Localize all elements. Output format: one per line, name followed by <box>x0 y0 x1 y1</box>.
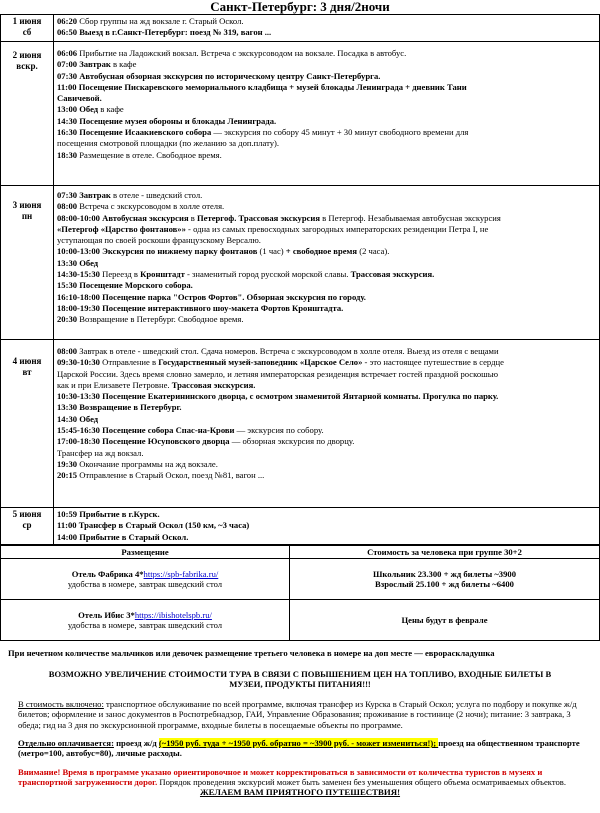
footer-wish: ЖЕЛАЕМ ВАМ ПРИЯТНОГО ПУТЕШЕСТВИЯ! <box>199 787 401 797</box>
event-text: 14:30 Посещение музея обороны и блокады Ленинграда. <box>57 115 277 126</box>
event-text: 09:30-10:30 <box>57 357 100 368</box>
event-text: 08:00 <box>57 346 78 356</box>
day-date: 4 июня <box>12 356 42 366</box>
event-text: 17:00-18:30 Посещение Юсуповского дворца <box>57 436 230 447</box>
event-text: 16:10-18:00 Посещение парка "Остров Фортов". Обзорная экскурсия по городу. <box>57 291 366 302</box>
accommodation-table <box>0 545 600 641</box>
event-text: 11:00 Посещение Пискаревского мемориального кладбища + музей блокады Ленинграда + дневник Тани <box>57 81 467 92</box>
note-odd-count: При нечетном количестве мальчиков или девочек размещение третьего человека в номере на доп месте — еврораскладушка <box>8 648 495 659</box>
included-text: транспортное обслуживание по всей программе, включая трансфер из Курска в Старый Оскол; услуга по подбору и покупке ж/д билетов; оформление и занос документов в Роспотребнадзор, ГАИ, Управление Образования; проживание в гостинице (2 ночи); питание: 3 завтрака, 3 обеда; гид на 3 дня по экскурсионной программе, входные билеты в посещаемые объекты по программе. <box>18 699 577 730</box>
event-text: 07:30 Автобусная обзорная экскурсия по историческому центру Санкт-Петербурга. <box>57 70 381 81</box>
event-text: в кафе <box>98 104 124 115</box>
event-text: 14:30-15:30 <box>57 269 100 280</box>
event-line <box>57 71 596 82</box>
day-row <box>1 186 600 340</box>
day-events <box>54 186 600 340</box>
day-weekday: вт <box>22 367 32 377</box>
day-date: 3 июня <box>12 200 42 210</box>
event-line <box>57 27 596 38</box>
event-text: - это настоящее путешествие в сердце <box>362 357 504 368</box>
price-ibis: Цены будут в феврале <box>290 600 600 641</box>
event-line <box>57 138 596 149</box>
event-text: — экскурсия по собору. <box>234 425 324 436</box>
extra-part1: проезд ж/д <box>113 738 159 749</box>
day-cell <box>1 15 54 42</box>
day-cell <box>1 340 54 508</box>
hotel-name: Отель Фабрика 4* <box>71 568 144 579</box>
event-text: - одна из самых превосходных загородных императорских резиденции Петра I, не <box>185 223 489 234</box>
event-text: + свободное время <box>285 246 358 257</box>
event-text: 18:00-19:30 Посещение интерактивного шоу-макета Фортов Кронштадта. <box>57 302 344 313</box>
event-line <box>57 532 596 543</box>
event-text: 13:00 Обед <box>57 104 99 115</box>
hotel-name: Отель Ибис 3* <box>78 609 135 620</box>
event-line <box>57 190 596 201</box>
event-text: уступающая по своей роскоши французскому Версалю. <box>57 235 261 246</box>
event-text: Размещение в отеле. Свободное время. <box>77 149 222 160</box>
event-text: «Петергоф «Царство фонтанов»» <box>57 223 186 234</box>
event-text: Савичевой. <box>57 93 102 104</box>
event-line <box>57 269 596 280</box>
day-date: 1 июня <box>12 16 42 26</box>
event-text: - знаменитый город русской морской славы. <box>184 269 351 280</box>
event-text: 06:06 <box>57 48 78 58</box>
hotel-description: удобства в номере, завтрак шведский стол <box>67 579 223 590</box>
event-text: 14:30 Обед <box>57 413 99 424</box>
note-price-increase: ВОЗМОЖНО УВЕЛИЧЕНИЕ СТОИМОСТИ ТУРА В СВЯЗИ С ПОВЫШЕНИЕМ ЦЕН НА ТОПЛИВО, ВХОДНЫЕ БИЛЕТЫ В МУЗЕИ, ПРОДУКТЫ ПИТАНИЯ!!! <box>48 668 552 689</box>
event-line <box>57 520 596 531</box>
event-text: Отправление в <box>99 357 159 368</box>
event-line <box>57 380 596 391</box>
event-line <box>57 235 596 246</box>
event-text: Сбор группы на жд вокзале г. Старый Оскол. <box>77 16 244 26</box>
day-cell <box>1 186 54 340</box>
extra-highlight: (~1950 руб. туда + ~1950 руб. обратно = ~3900 руб. - может измениться!); <box>158 738 439 749</box>
event-text: Царской России. Здесь время словно замерло, и летняя императорская резиденция встречает гостей праздной роскошью <box>57 368 499 379</box>
event-line <box>57 509 596 520</box>
day-date: 2 июня <box>12 50 42 60</box>
event-line <box>57 470 596 481</box>
event-line <box>57 391 596 402</box>
event-line <box>57 258 596 269</box>
day-weekday: сб <box>22 27 32 37</box>
day-cell <box>1 508 54 545</box>
event-line <box>57 448 596 459</box>
warning-paragraph <box>0 767 600 788</box>
event-text: Отправление в Старый Оскол, поезд №81, вагон ... <box>77 470 265 481</box>
event-text: 07:00 Завтрак <box>57 59 111 70</box>
event-line <box>57 82 596 93</box>
event-text: в Петергоф. Незабываемая автобусная экскурсия <box>320 212 501 223</box>
schedule-table <box>0 14 600 545</box>
event-text: 18:30 <box>57 149 78 160</box>
event-line <box>57 116 596 127</box>
hotel-link[interactable]: https://ibishotelspb.ru/ <box>134 609 212 620</box>
event-text: 10:59 Прибытие в г.Курск. <box>57 509 160 519</box>
event-text: 13:30 Возвращение в Петербург. <box>57 402 182 413</box>
warning-text: Порядок проведения экскурсий может быть заменен без уменьшения общего объема осматриваемых объектов. <box>157 777 566 788</box>
event-line <box>57 280 596 291</box>
day-events <box>54 15 600 42</box>
event-text: 10:30-13:30 Посещение Екатерининского дворца, с осмотром знаменитой Янтарной комнаты. Прогулка по парку. <box>57 391 499 402</box>
event-text: 06:20 <box>57 16 78 26</box>
event-line <box>57 104 596 115</box>
hotel-link[interactable]: https://spb-fabrika.ru/ <box>143 568 219 579</box>
day-weekday: пн <box>21 211 33 221</box>
event-line <box>57 425 596 436</box>
event-text: Встреча с экскурсоводом в холле отеля. <box>77 201 225 212</box>
event-line <box>57 346 596 357</box>
event-text: 13:30 Обед <box>57 257 99 268</box>
hotel-fabrika <box>1 559 290 600</box>
event-text: 10:00-13:00 Экскурсия по нижнему парку фонтанов <box>57 246 258 257</box>
event-line <box>57 246 596 257</box>
event-line <box>57 213 596 224</box>
day-row <box>1 15 600 42</box>
event-line <box>57 303 596 314</box>
event-text: Трансфер на жд вокзал. <box>57 447 144 458</box>
extra-part2: проезд на общественном транспорте (метро=100, автобус=80), личные расходы. <box>18 738 580 759</box>
day-row <box>1 42 600 186</box>
event-line <box>57 16 596 27</box>
page-title: Санкт-Петербург: 3 дня/2ночи <box>210 0 390 14</box>
warning-red-text: Время в программе указано ориентировочное и может корректироваться в зависимости от количества туристов в музеях и транспортной загруженности дорог. <box>18 766 543 788</box>
day-events <box>54 42 600 186</box>
event-line <box>57 414 596 425</box>
event-text: 08:00 <box>57 201 78 212</box>
event-text: 16:30 Посещение Исаакиевского собора <box>57 127 212 138</box>
event-line <box>57 48 596 59</box>
event-line <box>57 459 596 470</box>
event-text: Завтрак в отеле - шведский стол. Сдача номеров. Встреча с экскурсоводом в холле отеля. Выезд из отеля с вещами <box>77 346 499 356</box>
event-text: 20:30 <box>57 314 78 325</box>
event-text: (2 часа). <box>357 246 390 257</box>
event-text: 08:00-10:00 Автобусная экскурсия <box>57 212 189 223</box>
day-events <box>54 508 600 545</box>
event-text: 19:30 <box>57 458 78 469</box>
event-text: Переезд в <box>99 269 141 280</box>
price-fabrika <box>290 559 600 600</box>
event-text: Возвращение в Петербург. Свободное время. <box>77 314 244 325</box>
event-text: как и при Елизавете Петровне. <box>57 379 172 390</box>
event-text: в <box>188 212 197 223</box>
day-row <box>1 508 600 545</box>
day-row <box>1 340 600 508</box>
event-line <box>57 292 596 303</box>
event-text: Трассовая экскурсия. <box>171 379 256 390</box>
extra-paragraph <box>0 738 600 759</box>
price-student: Школьник 23.300 + жд билеты ~3900 <box>372 568 516 579</box>
day-weekday: вскр. <box>16 61 38 71</box>
event-text: 11:00 Трансфер в Старый Оскол (150 км, ~3 часа) <box>57 520 250 531</box>
event-text: 06:50 Выезд в г.Санкт-Петербург: поезд № 319, вагон ... <box>57 27 272 38</box>
event-line <box>57 402 596 413</box>
hotel-ibis <box>1 600 290 641</box>
included-label: В стоимость включено: <box>18 699 104 710</box>
event-text: — экскурсия по собору 45 минут + 30 минут свободного времени для <box>211 127 469 138</box>
event-text: посещения смотровой площадки (по желанию за доп.плату). <box>57 138 280 149</box>
event-text: 15:30 Посещение Морского собора. <box>57 280 193 291</box>
event-line <box>57 93 596 104</box>
day-date: 5 июня <box>12 509 42 519</box>
event-line <box>57 127 596 138</box>
event-text: Окончание программы на жд вокзале. <box>77 458 218 469</box>
event-line <box>57 369 596 380</box>
event-line <box>57 357 596 368</box>
event-line <box>57 150 596 161</box>
event-line <box>57 224 596 235</box>
extra-label: Отдельно оплачивается: <box>18 738 114 749</box>
event-text: (1 час) <box>257 246 286 257</box>
event-text: в кафе <box>110 59 137 70</box>
day-cell <box>1 42 54 186</box>
event-line <box>57 436 596 447</box>
event-text: Петергоф. Трассовая экскурсия <box>196 212 321 223</box>
event-line <box>57 201 596 212</box>
price-adult: Взрослый 25.100 + жд билеты ~6400 <box>375 579 514 590</box>
included-paragraph <box>0 699 600 730</box>
price-header: Стоимость за человека при группе 30+2 <box>290 545 600 558</box>
event-line <box>57 59 596 70</box>
accommodation-header: Размещение <box>1 545 290 558</box>
hotel-description: удобства в номере, завтрак шведский стол <box>67 620 223 631</box>
day-events <box>54 340 600 508</box>
event-text: Государственный музей-заповедник «Царское Село» <box>158 357 363 368</box>
event-text: Прибытие на Ладожский вокзал. Встреча с экскурсоводом на вокзале. Посадка в автобус. <box>77 48 407 58</box>
warning-label: Внимание! <box>18 766 61 777</box>
event-text: 07:30 Завтрак <box>57 190 111 200</box>
event-text: в отеле - шведский стол. <box>110 190 203 200</box>
event-text: 15:45-16:30 Посещение собора Спас-на-Крови <box>57 425 235 436</box>
event-text: Кронштадт <box>140 269 185 280</box>
event-text: Трассовая экскурсия. <box>350 269 435 280</box>
event-text: 14:00 Прибытие в Старый Оскол. <box>57 531 189 542</box>
event-line <box>57 314 596 325</box>
event-text: — обзорная экскурсия по дворцу. <box>229 436 355 447</box>
event-text: 20:15 <box>57 470 78 481</box>
day-weekday: ср <box>22 520 32 530</box>
